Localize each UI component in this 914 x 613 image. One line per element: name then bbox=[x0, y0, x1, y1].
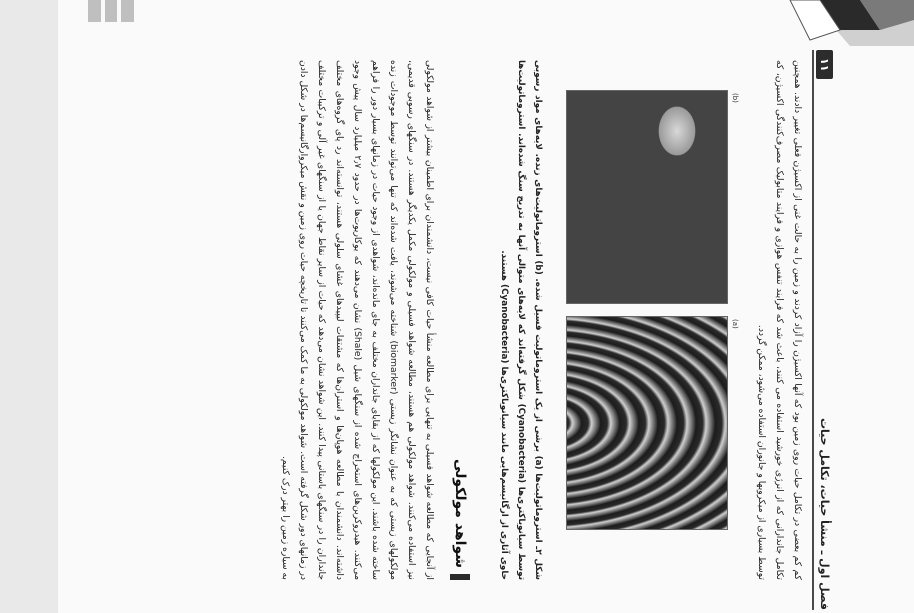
section-heading bbox=[450, 60, 470, 580]
stromatolite-photo-b bbox=[566, 90, 739, 304]
figure-group bbox=[528, 90, 739, 530]
page-number: ۱۱ bbox=[817, 50, 834, 79]
figure-caption: شکل ۲ـ استروماتولیت‌ها (a) برشی از یک استروماتولیت فسیل شده. (b) استروماتولیت‌های زنده. لایه‌های مواد رسوبی توسط سیانوباکتری‌ها (Cyanobacteria) شکل گرفته‌اند که لایه‌های متوالی آنها به تدریج سنگ شده‌اند. استروماتولیت‌ها حاوی آثاری از ارگانیسم‌هایی مانند سیانوباکتری‌ها (Cyanobacteria) هستند. bbox=[499, 60, 543, 580]
section-marker bbox=[450, 574, 470, 580]
page-header bbox=[812, 50, 836, 610]
stromatolite-photo-a bbox=[566, 316, 739, 530]
section-title: شواهد مولکولی bbox=[452, 458, 468, 568]
chapter-title: فصل اول ـ منشأ حیات، تکامل حیات bbox=[818, 417, 832, 610]
body-paragraph: از آنجایی که مطالعه شواهد فسیلی به تنهایی برای مطالعه منشأ حیات کافی نیست، دانشمندان برای اطمینان بیشتر از شواهد مولکولی نیز استفاده می‌کنند. شواهد مولکولی هم هستند، مطالعه شواهد فسیلی و مولکولی مکمل یکدیگر هستند. در سنگهای رسوبی قدیمی، مولکولهای زیستی که به عنوان نشانگر زیستی (biomarker) شناخته می‌شوند، یافت شده‌اند که تنها می‌توانند توسط موجودات زنده ساخته شده باشند. این مولکولها که از بقایای جانداران مختلف به جای مانده‌اند، شواهدی از وجود حیات در زمانهای بسیار دور را فراهم می‌کنند. هیدروکربن‌های استخراج شده از سنگهای شیل (Shale) نشان می‌دهند که یوکاریوت‌ها در حدود ۲٫۷ میلیارد سال پیش وجود داشته‌اند. دانشمندان با مطالعه هوپان‌ها و استران‌ها که مشتقات لیپیدهای غشای سلولی هستند، توانسته‌اند رد پای گروه‌های مختلف جانداران را در سنگهای باستانی پیدا کنند. این شواهد نشان می‌دهد که حیات از سایر نقاط جهان یا از سنگهای غیر آلی و ترکیبات مختلف در زمانهای دور شکل گرفته است. شواهد مولکولی به ما کمک می‌کنند تا تاریخچه حیات روی زمین و نقش میکروارگانیسم‌ها در شکل دادن به سیاره زمین را بهتر درک کنیم. bbox=[280, 60, 435, 580]
intro-paragraph: کم کم بعضی در تکامل حیات روی زمین بود که آنها اکسیژن را آزاد کردند و زمین را به حالت غنی از اکسیژن فعلی تغییر دادند. همچنین تکامل جاندارانی که از انرژی خورشید استفاده می کنند، باعث شد که فرایند تنفس هوازی و فرایند متابولیک مصرف‌کنندگی اکسیژن، که توسط بسیاری از میکروبها و جانوران استفاده می‌شود، ممکن گردد. bbox=[756, 60, 803, 580]
figure-label-b: (b) bbox=[731, 93, 739, 103]
figure-label-a: (a) bbox=[731, 319, 739, 329]
